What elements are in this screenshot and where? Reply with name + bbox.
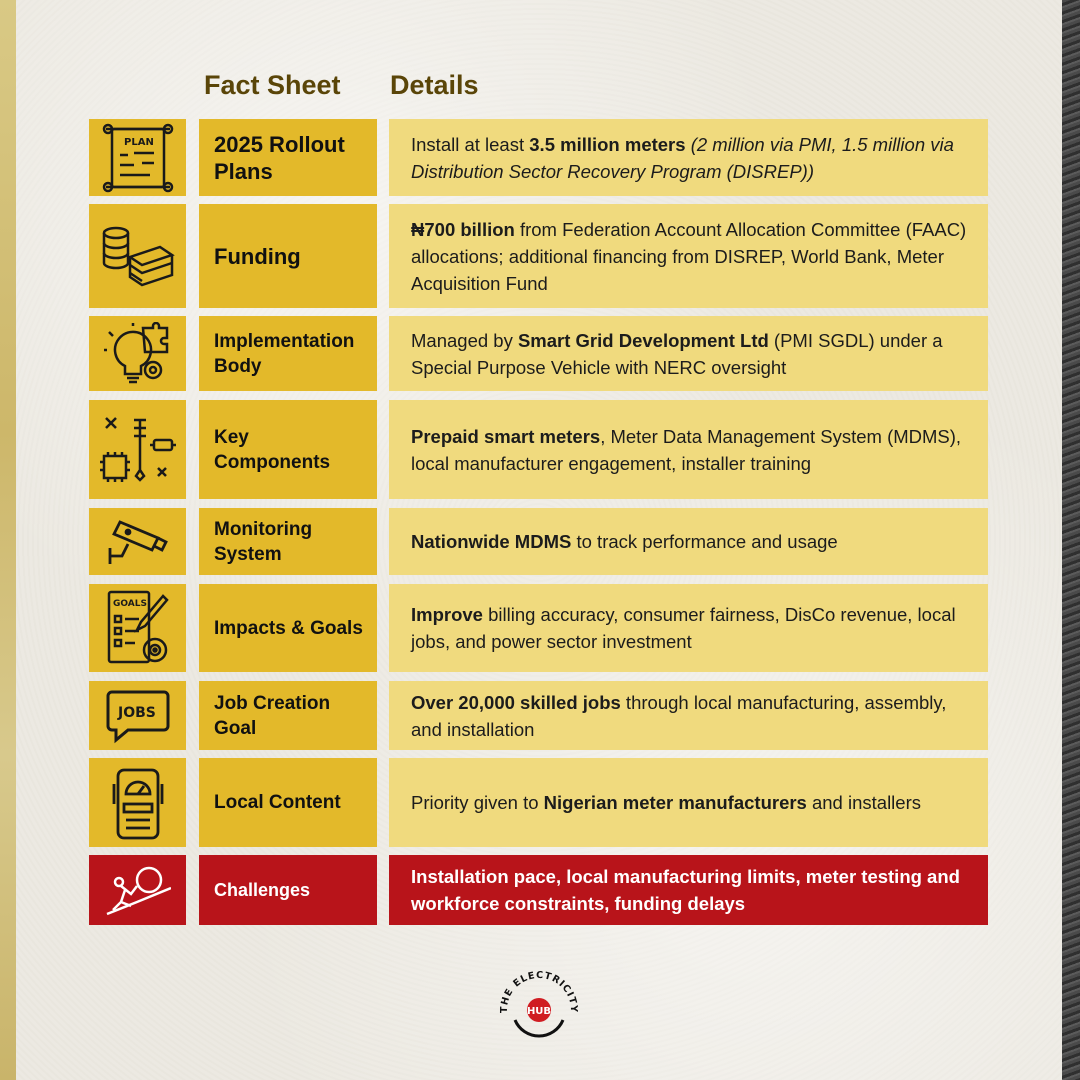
svg-text:THE ELECTRICITY: THE ELECTRICITY — [498, 969, 580, 1014]
plan-scroll-icon — [89, 119, 186, 196]
row-details: Improve billing accuracy, consumer fairness, DisCo revenue, local jobs, and power sector investment — [389, 584, 988, 672]
fact-row-funding — [0, 204, 1080, 308]
row-label: Local Content — [199, 758, 377, 847]
header-details: Details — [390, 70, 479, 100]
svg-text:JOBS: JOBS — [117, 704, 156, 721]
row-label: Implementation Body — [199, 316, 377, 391]
row-details: Over 20,000 skilled jobs through local manufacturing, assembly, and installation — [389, 681, 988, 750]
row-label: Impacts & Goals — [199, 584, 377, 672]
jobs-speech-bubble-icon — [89, 681, 186, 750]
row-details: Managed by Smart Grid Development Ltd (PMI SGDL) under a Special Purpose Vehicle with NERC oversight — [389, 316, 988, 391]
fact-row-components — [0, 400, 1080, 499]
coins-cash-icon — [89, 204, 186, 308]
svg-text:PLAN: PLAN — [123, 136, 154, 148]
fact-row-monitoring — [0, 508, 1080, 575]
meter-device-icon — [89, 758, 186, 847]
svg-text:HUB: HUB — [526, 1006, 552, 1017]
header-fact-sheet: Fact Sheet — [204, 70, 341, 100]
fact-row-implementation — [0, 316, 1080, 391]
tools-components-icon — [89, 400, 186, 499]
row-label: Monitoring System — [199, 508, 377, 575]
row-label: 2025 Rollout Plans — [199, 119, 377, 196]
row-label: Funding — [199, 204, 377, 308]
row-details: ₦700 billion from Federation Account Allocation Committee (FAAC) allocations; additional financing from DISREP, World Bank, Meter Acquisition Fund — [389, 204, 988, 308]
row-details: Prepaid smart meters, Meter Data Management System (MDMS), local manufacturer engagement, installer training — [389, 400, 988, 499]
fact-row-local-content — [0, 758, 1080, 847]
fact-row-challenges — [0, 855, 1080, 925]
row-label: Challenges — [199, 855, 377, 925]
fact-row-rollout — [0, 119, 1080, 196]
fact-row-impacts — [0, 584, 1080, 672]
lightbulb-puzzle-icon — [89, 316, 186, 391]
fact-row-jobs — [0, 681, 1080, 750]
svg-text:GOALS: GOALS — [112, 599, 147, 609]
boulder-push-icon — [89, 855, 186, 925]
row-details: Install at least 3.5 million meters (2 million via PMI, 1.5 million via Distribution Sector Recovery Program (DISREP)) — [389, 119, 988, 196]
row-details: Priority given to Nigerian meter manufacturers and installers — [389, 758, 988, 847]
row-details: Nationwide MDMS to track performance and usage — [389, 508, 988, 575]
row-label: Key Components — [199, 400, 377, 499]
electricity-hub-logo — [493, 962, 585, 1054]
goals-checklist-icon — [89, 584, 186, 672]
row-details: Installation pace, local manufacturing limits, meter testing and workforce constraints, funding delays — [389, 855, 988, 925]
security-camera-icon — [89, 508, 186, 575]
row-label: Job Creation Goal — [199, 681, 377, 750]
